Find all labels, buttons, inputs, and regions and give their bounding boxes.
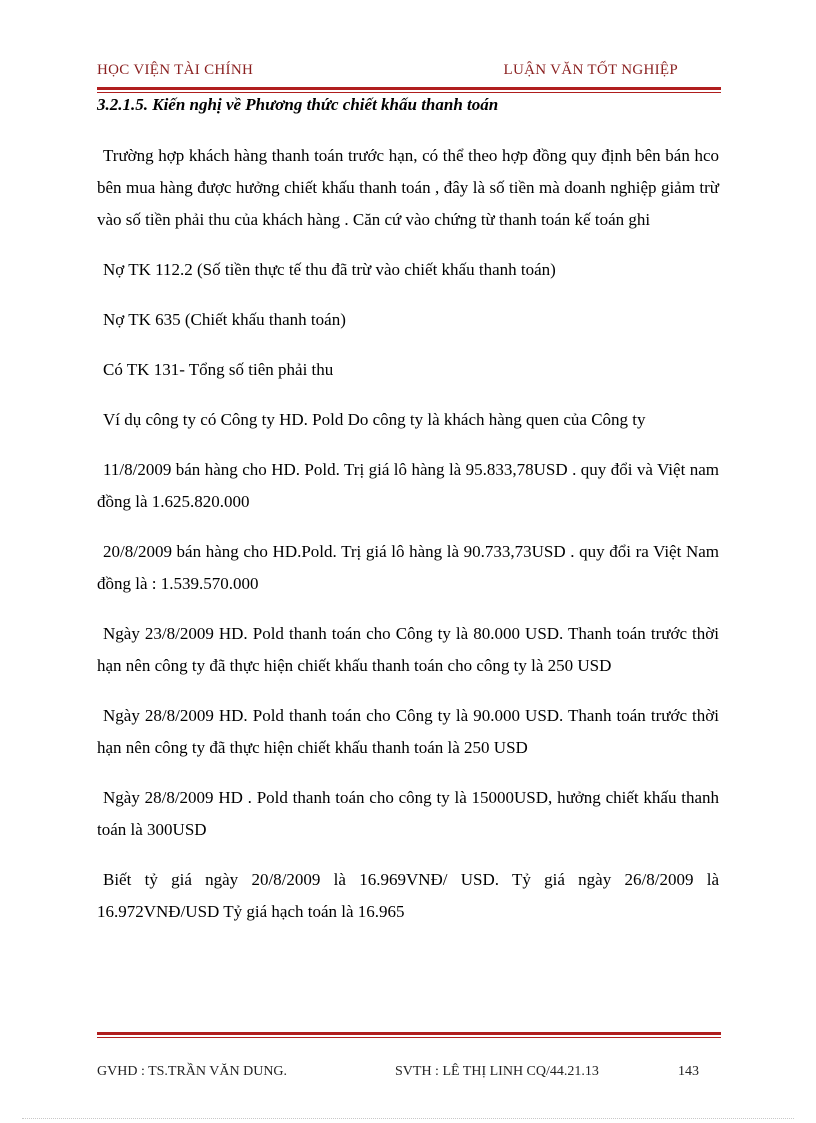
- paragraph: Ngày 28/8/2009 HD . Pold thanh toán cho công ty là 15000USD, hưởng chiết khấu thanh toán là 300USD: [97, 788, 719, 839]
- footer-supervisor: GVHD : TS.TRẦN VĂN DUNG.: [97, 1064, 288, 1079]
- paragraph: Ngày 28/8/2009 HD. Pold thanh toán cho Công ty là 90.000 USD. Thanh toán trước thời hạn nên công ty đã thực hiện chiết khấu thanh toán là 250 USD: [97, 706, 719, 757]
- page-number: 143: [678, 1064, 699, 1079]
- paragraph: 20/8/2009 bán hàng cho HD.Pold. Trị giá lô hàng là 90.733,73USD . quy đổi ra Việt Nam đồng là : 1.539.570.000: [97, 542, 719, 593]
- footer-rule: [97, 1032, 721, 1038]
- paragraph: Có TK 131- Tổng số tiên phải thu: [103, 360, 334, 379]
- header-document-type: LUẬN VĂN TỐT NGHIỆP: [503, 62, 678, 78]
- body-text: [97, 140, 719, 928]
- paragraph: Ngày 23/8/2009 HD. Pold thanh toán cho Công ty là 80.000 USD. Thanh toán trước thời hạn nên công ty đã thực hiện chiết khấu thanh toán cho công ty là 250 USD: [97, 624, 719, 675]
- footer-student: SVTH : LÊ THỊ LINH CQ/44.21.13: [395, 1064, 599, 1079]
- page-bottom-dotted-line: [22, 1118, 794, 1119]
- header-institution: HỌC VIỆN TÀI CHÍNH: [97, 62, 254, 78]
- paragraph: Nợ TK 112.2 (Số tiền thực tế thu đã trừ vào chiết khấu thanh toán): [103, 260, 556, 279]
- paragraph: Biết tỷ giá ngày 20/8/2009 là 16.969VNĐ/ USD. Tỷ giá ngày 26/8/2009 là 16.972VNĐ/USD Tỷ giá hạch toán là 16.965: [97, 870, 719, 921]
- section-heading: 3.2.1.5. Kiến nghị về Phương thức chiết khấu thanh toán: [97, 95, 499, 114]
- page-header: [97, 62, 721, 86]
- paragraph: Nợ TK 635 (Chiết khấu thanh toán): [103, 310, 346, 329]
- page-footer: [97, 1064, 721, 1088]
- header-rule: [97, 87, 721, 93]
- paragraph: Ví dụ công ty có Công ty HD. Pold Do công ty là khách hàng quen của Công ty: [103, 410, 646, 429]
- paragraph: Trường hợp khách hàng thanh toán trước hạn, có thể theo hợp đồng quy định bên bán hco bên mua hàng được hưởng chiết khấu thanh toán , đây là số tiền mà doanh nghiệp giảm trừ vào số tiền phải thu của khách hàng . Căn cứ vào chứng từ thanh toán kế toán ghi: [97, 146, 719, 229]
- paragraph: 11/8/2009 bán hàng cho HD. Pold. Trị giá lô hàng là 95.833,78USD . quy đổi và Việt nam đồng là 1.625.820.000: [97, 460, 719, 511]
